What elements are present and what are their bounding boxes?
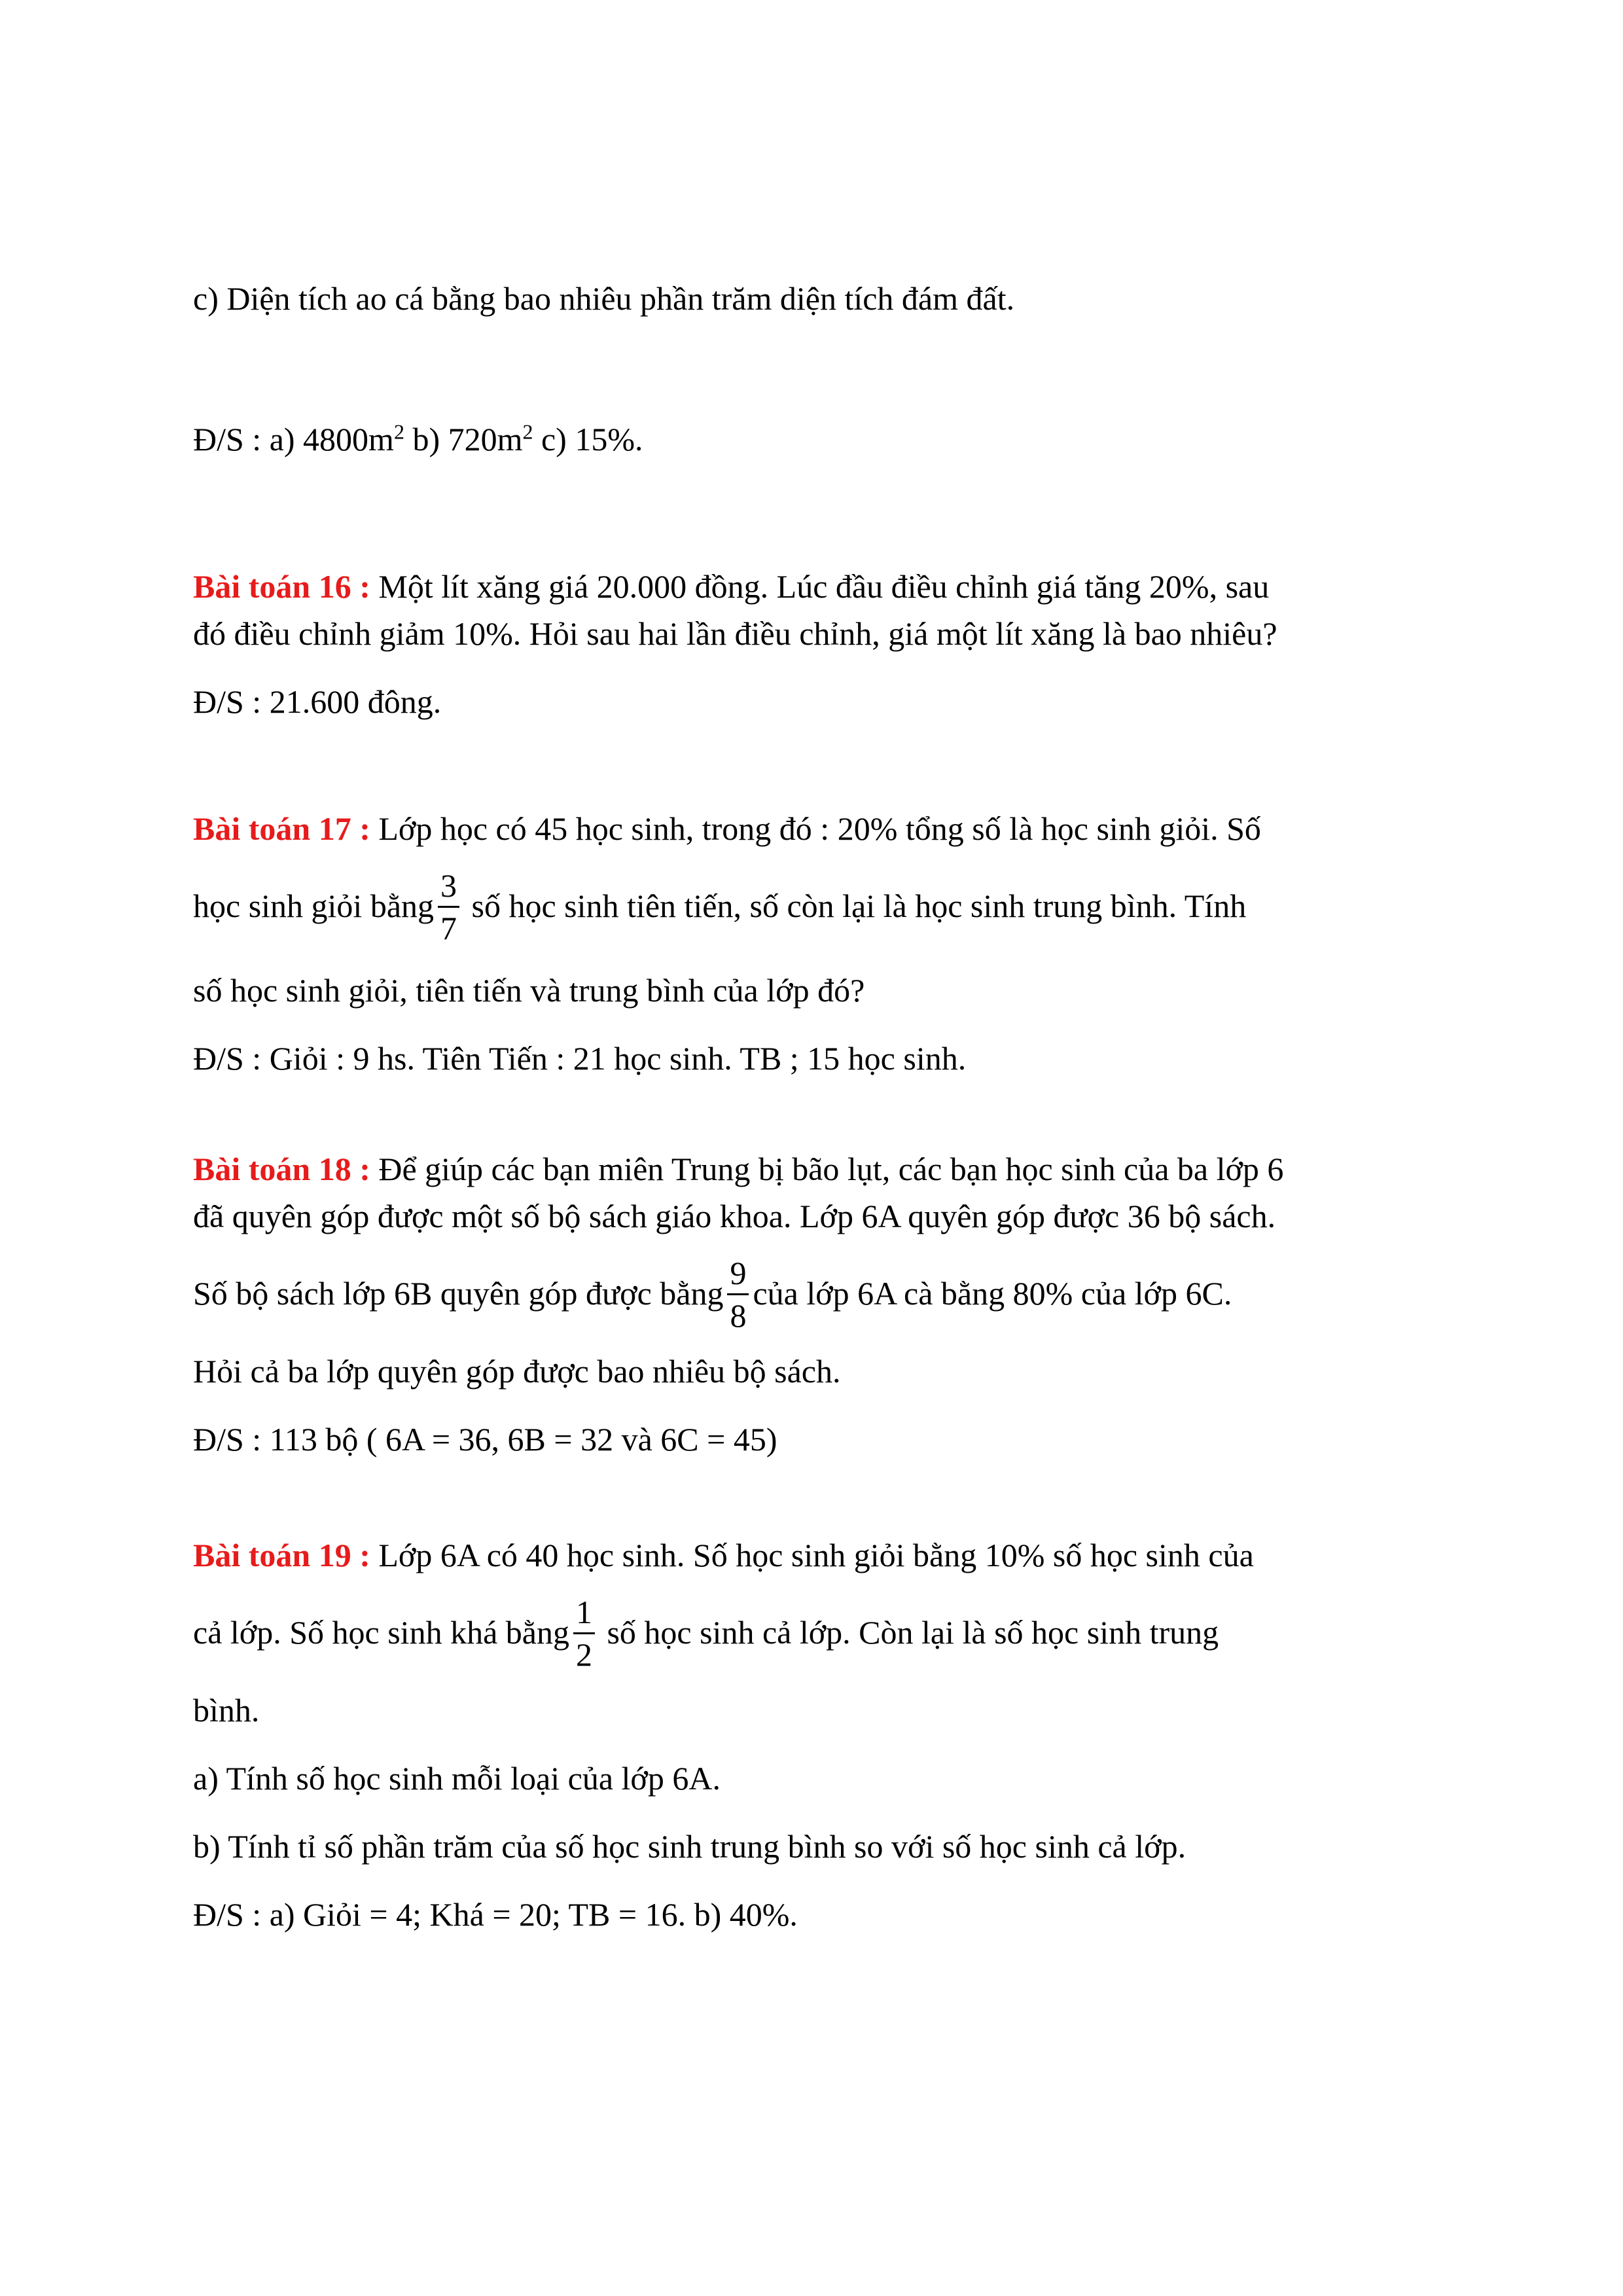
problem-16-answer-text: Đ/S : 21.600 đông. bbox=[193, 683, 442, 720]
problem-19-part-b-text: b) Tính tỉ số phần trăm của số học sinh trung bình so với số học sinh cả lớp. bbox=[193, 1828, 1186, 1865]
problem-18-answer bbox=[193, 1416, 1283, 1463]
problem-18-text-4: Hỏi cả ba lớp quyên góp được bao nhiêu bộ sách. bbox=[193, 1353, 841, 1390]
problem-18-text-2: đã quyên góp được một số bộ sách giáo khoa. Lớp 6A quyên góp được 36 bộ sách. bbox=[193, 1198, 1276, 1234]
problem-19-text-2b: số học sinh cả lớp. Còn lại là số học sinh trung bbox=[598, 1613, 1219, 1651]
problem-18 bbox=[193, 1145, 1283, 1463]
problem-16-line-1 bbox=[193, 563, 1277, 610]
fraction-denominator: 8 bbox=[730, 1297, 747, 1334]
problem-17-text-1: Lớp học có 45 học sinh, trong đó : 20% tổng số là học sinh giỏi. Số bbox=[370, 810, 1261, 847]
problem-19 bbox=[193, 1532, 1254, 1938]
problem-17-line-1 bbox=[193, 805, 1261, 852]
problem-18-text-3a: Số bộ sách lớp 6B quyên góp được bằng bbox=[193, 1274, 724, 1312]
problem-19-fraction bbox=[573, 1596, 595, 1671]
problem-19-answer bbox=[193, 1891, 1254, 1938]
intro-answer bbox=[193, 416, 643, 463]
problem-17-fraction bbox=[438, 869, 459, 944]
fraction-denominator: 2 bbox=[575, 1636, 592, 1673]
intro-question-c-text: c) Diện tích ao cá bằng bao nhiêu phần trăm diện tích đám đất. bbox=[193, 280, 1015, 317]
problem-17-label: Bài toán 17 : bbox=[193, 810, 370, 847]
problem-19-part-a bbox=[193, 1755, 1254, 1802]
problem-16-text-1: Một lít xăng giá 20.000 đồng. Lúc đầu điều chỉnh giá tăng 20%, sau bbox=[370, 568, 1270, 605]
fraction-denominator: 7 bbox=[440, 910, 457, 946]
intro-answer-a: Đ/S : a) 4800m bbox=[193, 421, 394, 457]
problem-19-line-2 bbox=[193, 1594, 1254, 1674]
problem-18-line-2 bbox=[193, 1193, 1283, 1240]
problem-18-text-3b: của lớp 6A cà bằng 80% của lớp 6C. bbox=[753, 1274, 1232, 1312]
problem-17-answer bbox=[193, 1035, 1261, 1082]
problem-17-line-2 bbox=[193, 867, 1261, 947]
problem-17-text-3: số học sinh giỏi, tiên tiến và trung bình của lớp đó? bbox=[193, 972, 865, 1009]
problem-17 bbox=[193, 805, 1261, 1082]
problem-18-answer-text: Đ/S : 113 bộ ( 6A = 36, 6B = 32 và 6C = 45) bbox=[193, 1421, 777, 1458]
problem-17-answer-text: Đ/S : Giỏi : 9 hs. Tiên Tiến : 21 học sinh. TB ; 15 học sinh. bbox=[193, 1040, 967, 1077]
fraction-numerator: 1 bbox=[573, 1596, 595, 1634]
problem-19-part-a-text: a) Tính số học sinh mỗi loại của lớp 6A. bbox=[193, 1760, 721, 1797]
problem-16-text-2: đó điều chỉnh giảm 10%. Hỏi sau hai lần điều chỉnh, giá một lít xăng là bao nhiêu? bbox=[193, 615, 1277, 652]
problem-18-fraction bbox=[727, 1257, 749, 1332]
problem-16 bbox=[193, 563, 1277, 725]
problem-16-label: Bài toán 16 : bbox=[193, 568, 370, 605]
problem-17-text-2b: số học sinh tiên tiến, số còn lại là học sinh trung bình. Tính bbox=[463, 887, 1247, 924]
problem-19-text-2a: cả lớp. Số học sinh khá bằng bbox=[193, 1613, 569, 1651]
intro-answer-c: c) 15%. bbox=[533, 421, 643, 457]
problem-19-line-3 bbox=[193, 1687, 1254, 1734]
intro-answer-sup2: 2 bbox=[522, 420, 533, 444]
problem-19-label: Bài toán 19 : bbox=[193, 1537, 370, 1573]
problem-18-label: Bài toán 18 : bbox=[193, 1151, 370, 1187]
problem-19-part-b bbox=[193, 1823, 1254, 1870]
problem-17-text-2a: học sinh giỏi bằng bbox=[193, 887, 435, 924]
problem-18-line-4 bbox=[193, 1348, 1283, 1395]
intro-answer-b: b) 720m bbox=[404, 421, 523, 457]
problem-18-line-1 bbox=[193, 1145, 1283, 1193]
fraction-numerator: 3 bbox=[438, 869, 459, 908]
problem-16-line-2 bbox=[193, 610, 1277, 657]
problem-16-answer bbox=[193, 678, 1277, 725]
intro-question-c bbox=[193, 275, 1014, 322]
intro-answer-sup1: 2 bbox=[393, 420, 404, 444]
problem-19-text-3: bình. bbox=[193, 1692, 260, 1729]
fraction-numerator: 9 bbox=[727, 1257, 749, 1295]
problem-19-text-1: Lớp 6A có 40 học sinh. Số học sinh giỏi bằng 10% số học sinh của bbox=[370, 1537, 1254, 1573]
problem-18-text-1: Để giúp các bạn miên Trung bị bão lụt, các bạn học sinh của ba lớp 6 bbox=[370, 1151, 1284, 1187]
problem-18-line-3 bbox=[193, 1255, 1283, 1335]
problem-19-line-1 bbox=[193, 1532, 1254, 1579]
problem-19-answer-text: Đ/S : a) Giỏi = 4; Khá = 20; TB = 16. b) 40%. bbox=[193, 1896, 798, 1933]
problem-17-line-3 bbox=[193, 967, 1261, 1014]
